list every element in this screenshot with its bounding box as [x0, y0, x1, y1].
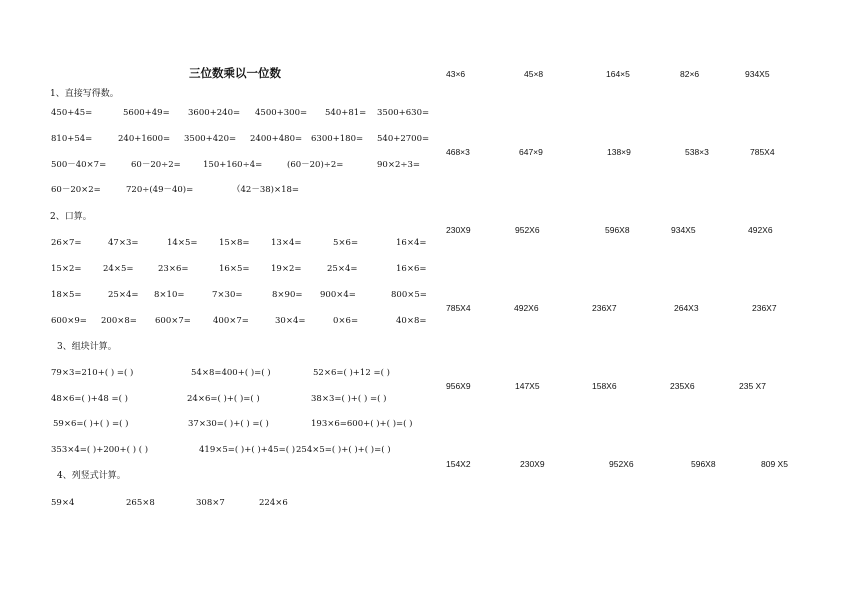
- problem: 19×2=: [271, 264, 302, 274]
- problem: 400×7=: [213, 316, 249, 326]
- problem: 3600+240=: [188, 108, 241, 118]
- problem: 38×3=( )+( ) =( ): [311, 394, 387, 404]
- problem: 540+2700=: [377, 134, 430, 144]
- problem: 265×8: [126, 498, 155, 508]
- problem: 30×4=: [275, 316, 306, 326]
- problem: 3500+630=: [377, 108, 430, 118]
- right-problem: 82×6: [680, 69, 700, 79]
- problem: 7×30=: [212, 290, 243, 300]
- problem: 720÷(49－40)=: [126, 185, 194, 195]
- problem: 240+1600=: [118, 134, 171, 144]
- problem: 25×4=: [108, 290, 139, 300]
- problem: 353×4=( )+200+( ) ( ): [51, 445, 149, 455]
- problem: 200×8=: [101, 316, 137, 326]
- problem: 900×4=: [320, 290, 356, 300]
- problem: 800×5=: [391, 290, 427, 300]
- problem: 13×4=: [271, 238, 302, 248]
- problem: 810+54=: [51, 134, 93, 144]
- problem: 18×5=: [51, 290, 82, 300]
- problem: （42－38)×18=: [232, 185, 300, 195]
- problem: 8×90=: [272, 290, 303, 300]
- problem: 59×6=( )+( ) =( ): [53, 419, 129, 429]
- problem: 600×7=: [155, 316, 191, 326]
- problem: 0×6=: [333, 316, 359, 326]
- problem: 5600+49=: [123, 108, 170, 118]
- problem: 23×6=: [158, 264, 189, 274]
- problem: 3500+420=: [184, 134, 237, 144]
- problem: 52×6=( )+12 =( ): [313, 368, 390, 378]
- right-problem: 492X6: [748, 225, 773, 235]
- problem: 500－40×7=: [51, 160, 107, 170]
- problem: 2400+480=: [250, 134, 303, 144]
- problem: 48×6=( )+48 =( ): [51, 394, 128, 404]
- problem: 60－20×2=: [51, 185, 101, 195]
- right-problem: 809 X5: [761, 459, 788, 469]
- right-problem: 468×3: [446, 147, 470, 157]
- right-problem: 147X5: [515, 381, 540, 391]
- problem: 24×5=: [103, 264, 134, 274]
- right-problem: 236X7: [592, 303, 617, 313]
- problem: 16×6=: [396, 264, 427, 274]
- right-problem: 492X6: [514, 303, 539, 313]
- problem: 54×8=400+( )=( ): [191, 368, 271, 378]
- problem: 6300+180=: [311, 134, 364, 144]
- section-4-heading: 4、列竖式计算。: [57, 471, 126, 481]
- right-problem: 785X4: [446, 303, 471, 313]
- right-problem: 154X2: [446, 459, 471, 469]
- problem: 14×5=: [167, 238, 198, 248]
- problem: 24×6=( )+( )=( ): [187, 394, 260, 404]
- problem: 254×5=( )+( )+( )=( ): [296, 445, 391, 455]
- right-problem: 230X9: [446, 225, 471, 235]
- problem: 5×6=: [333, 238, 359, 248]
- problem: 224×6: [259, 498, 288, 508]
- section-1-heading: 1、直接写得数。: [50, 89, 119, 99]
- right-problem: 956X9: [446, 381, 471, 391]
- problem: 26×7=: [51, 238, 82, 248]
- right-problem: 952X6: [609, 459, 634, 469]
- problem: 16×4=: [396, 238, 427, 248]
- right-problem: 138×9: [607, 147, 631, 157]
- section-2-heading: 2、口算。: [50, 212, 92, 222]
- problem: 8×10=: [154, 290, 185, 300]
- right-problem: 596X8: [605, 225, 630, 235]
- right-problem: 236X7: [752, 303, 777, 313]
- right-problem: 934X5: [671, 225, 696, 235]
- problem: 4500+300=: [255, 108, 308, 118]
- right-problem: 164×5: [606, 69, 630, 79]
- right-problem: 158X6: [592, 381, 617, 391]
- problem: 540+81=: [325, 108, 367, 118]
- problem: 40×8=: [396, 316, 427, 326]
- problem: 60－20÷2=: [131, 160, 181, 170]
- problem: 450+45=: [51, 108, 93, 118]
- problem: 47×3=: [108, 238, 139, 248]
- right-problem: 230X9: [520, 459, 545, 469]
- section-3-heading: 3、组块计算。: [57, 342, 117, 352]
- problem: 15×8=: [219, 238, 250, 248]
- right-problem: 264X3: [674, 303, 699, 313]
- page-title: 三位数乘以一位数: [189, 66, 281, 80]
- problem: (60－20)÷2=: [287, 160, 344, 170]
- problem: 193×6=600+( )+( )=( ): [311, 419, 413, 429]
- right-problem: 235 X7: [739, 381, 766, 391]
- problem: 37×30=( )+( ) =( ): [188, 419, 269, 429]
- problem: 59×4: [51, 498, 75, 508]
- problem: 25×4=: [327, 264, 358, 274]
- right-problem: 934X5: [745, 69, 770, 79]
- right-problem: 45×8: [524, 69, 544, 79]
- problem: 90×2÷3=: [377, 160, 420, 170]
- right-problem: 43×6: [446, 69, 466, 79]
- problem: 15×2=: [51, 264, 82, 274]
- right-problem: 647×9: [519, 147, 543, 157]
- right-problem: 952X6: [515, 225, 540, 235]
- right-problem: 596X8: [691, 459, 716, 469]
- problem: 308×7: [196, 498, 225, 508]
- problem: 600×9=: [51, 316, 87, 326]
- right-problem: 235X6: [670, 381, 695, 391]
- right-problem: 785X4: [750, 147, 775, 157]
- problem: 79×3=210+( ) =( ): [51, 368, 134, 378]
- right-problem: 538×3: [685, 147, 709, 157]
- problem: 419×5=( )+( )+45=( ): [199, 445, 296, 455]
- problem: 16×5=: [219, 264, 250, 274]
- problem: 150+160÷4=: [203, 160, 263, 170]
